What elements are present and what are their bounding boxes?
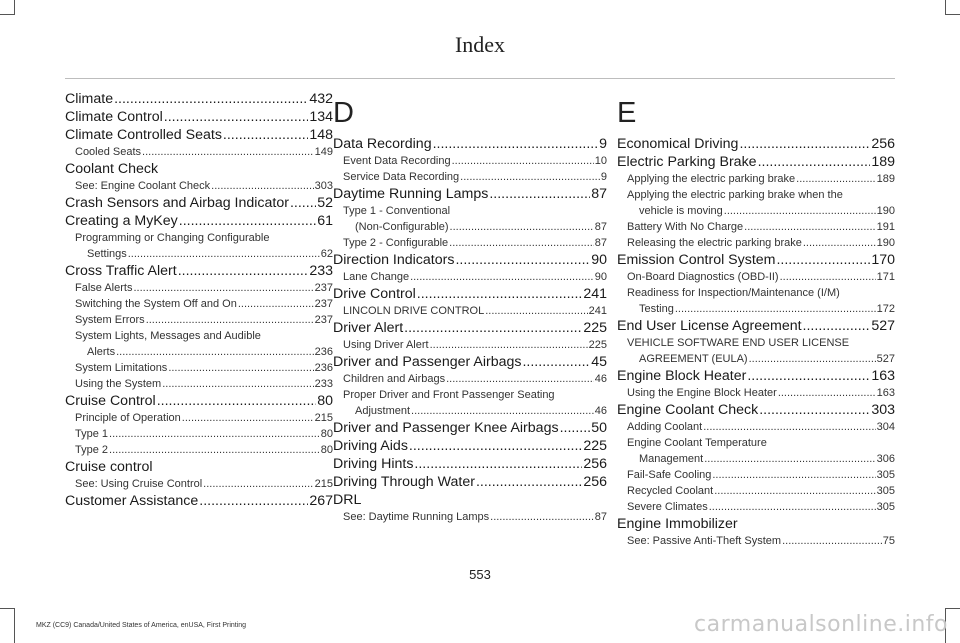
watermark-logo: carmanualsonline.info <box>694 612 948 637</box>
index-entry: Crash Sensors and Airbag Indicator ..... 52 <box>65 194 333 212</box>
index-entry: Creating a MyKey ..... 61 <box>65 212 333 230</box>
index-subentry: Switching the System Off and On ..... 237 <box>65 296 333 312</box>
index-subentry: See: Using Cruise Control ..... 215 <box>65 476 333 492</box>
index-subentry: Type 1 - Conventional (Non-Configurable) ..... 87 <box>333 203 607 235</box>
index-entry: Electric Parking Brake ..... 189 <box>617 153 895 171</box>
index-subentry: LINCOLN DRIVE CONTROL ..... 241 <box>333 303 607 319</box>
index-subentry: VEHICLE SOFTWARE END USER LICENSE AGREEMENT (EULA) ..... 527 <box>617 335 895 367</box>
crop-mark-top-right <box>945 0 960 15</box>
index-entry: Climate Control ..... 134 <box>65 108 333 126</box>
index-entry: Data Recording ..... 9 <box>333 135 607 153</box>
index-subentry: Releasing the electric parking brake ..... 190 <box>617 235 895 251</box>
index-subentry: Adding Coolant ..... 304 <box>617 419 895 435</box>
index-column-3 <box>617 90 895 549</box>
index-subentry: Battery With No Charge ..... 191 <box>617 219 895 235</box>
index-subentry: Engine Coolant Temperature Management ..... 306 <box>617 435 895 467</box>
index-entry: Driving Aids ..... 225 <box>333 437 607 455</box>
page-number: 553 <box>469 567 491 582</box>
index-entry: DRL <box>333 492 362 508</box>
index-subentry: Using the System ..... 233 <box>65 376 333 392</box>
index-entry: Climate Controlled Seats ..... 148 <box>65 126 333 144</box>
index-column-2 <box>333 90 607 525</box>
index-subentry: See: Passive Anti-Theft System ..... 75 <box>617 533 895 549</box>
index-subentry: Applying the electric parking brake when the vehicle is moving ..... 190 <box>617 187 895 219</box>
index-subentry: Readiness for Inspection/Maintenance (I/M) Testing ..... 172 <box>617 285 895 317</box>
page-title: Index <box>454 32 506 57</box>
index-subentry: Programming or Changing Configurable Settings ..... 62 <box>65 230 333 262</box>
index-subentry: Type 2 - Configurable ..... 87 <box>333 235 607 251</box>
index-subentry: System Limitations ..... 236 <box>65 360 333 376</box>
index-subentry: Using the Engine Block Heater ..... 163 <box>617 385 895 401</box>
title-rule <box>65 78 895 79</box>
index-entry: Cross Traffic Alert ..... 233 <box>65 262 333 280</box>
index-entry: Driving Hints ..... 256 <box>333 455 607 473</box>
index-entry: Driver and Passenger Airbags ..... 45 <box>333 353 607 371</box>
index-subentry: Proper Driver and Front Passenger Seating Adjustment ..... 46 <box>333 387 607 419</box>
index-subentry: Lane Change ..... 90 <box>333 269 607 285</box>
index-entry: Driver and Passenger Knee Airbags ..... 50 <box>333 419 607 437</box>
index-entry: Direction Indicators ..... 90 <box>333 251 607 269</box>
index-entry: Daytime Running Lamps ..... 87 <box>333 185 607 203</box>
index-entry: End User License Agreement ..... 527 <box>617 317 895 335</box>
section-letter: E <box>617 97 637 129</box>
index-subentry: Fail-Safe Cooling ..... 305 <box>617 467 895 483</box>
footer-text: MKZ (CC9) Canada/United States of America, enUSA, First Printing <box>36 622 247 629</box>
index-subentry: Type 1 ..... 80 <box>65 426 333 442</box>
index-subentry: System Errors ..... 237 <box>65 312 333 328</box>
index-entry: Driver Alert ..... 225 <box>333 319 607 337</box>
index-subentry: See: Daytime Running Lamps ..... 87 <box>333 509 607 525</box>
index-entry: Coolant Check <box>65 161 159 177</box>
index-entry: Engine Block Heater ..... 163 <box>617 367 895 385</box>
index-subentry: False Alerts ..... 237 <box>65 280 333 296</box>
index-entry: Emission Control System ..... 170 <box>617 251 895 269</box>
index-entry: Economical Driving ..... 256 <box>617 135 895 153</box>
index-subentry: Applying the electric parking brake ..... 189 <box>617 171 895 187</box>
index-subentry: Children and Airbags ..... 46 <box>333 371 607 387</box>
index-entry: Engine Coolant Check ..... 303 <box>617 401 895 419</box>
index-subentry: Principle of Operation ..... 215 <box>65 410 333 426</box>
index-subentry: Type 2 ..... 80 <box>65 442 333 458</box>
index-subentry: Severe Climates ..... 305 <box>617 499 895 515</box>
index-subentry: System Lights, Messages and Audible Alerts ..... 236 <box>65 328 333 360</box>
crop-mark-top-left <box>0 0 15 15</box>
index-column-1 <box>65 90 333 510</box>
index-subentry: On-Board Diagnostics (OBD-II) ..... 171 <box>617 269 895 285</box>
index-subentry: Service Data Recording ..... 9 <box>333 169 607 185</box>
index-entry: Customer Assistance ..... 267 <box>65 492 333 510</box>
crop-mark-bottom-left <box>0 608 15 643</box>
index-entry: Climate ..... 432 <box>65 90 333 108</box>
index-entry: Drive Control ..... 241 <box>333 285 607 303</box>
index-subentry: Recycled Coolant ..... 305 <box>617 483 895 499</box>
index-entry: Cruise control <box>65 459 153 475</box>
section-letter: D <box>333 97 354 129</box>
index-subentry: Cooled Seats ..... 149 <box>65 144 333 160</box>
index-entry: Engine Immobilizer <box>617 516 738 532</box>
index-subentry: Using Driver Alert ..... 225 <box>333 337 607 353</box>
index-entry: Driving Through Water ..... 256 <box>333 473 607 491</box>
index-entry: Cruise Control ..... 80 <box>65 392 333 410</box>
index-subentry: See: Engine Coolant Check ..... 303 <box>65 178 333 194</box>
index-subentry: Event Data Recording ..... 10 <box>333 153 607 169</box>
